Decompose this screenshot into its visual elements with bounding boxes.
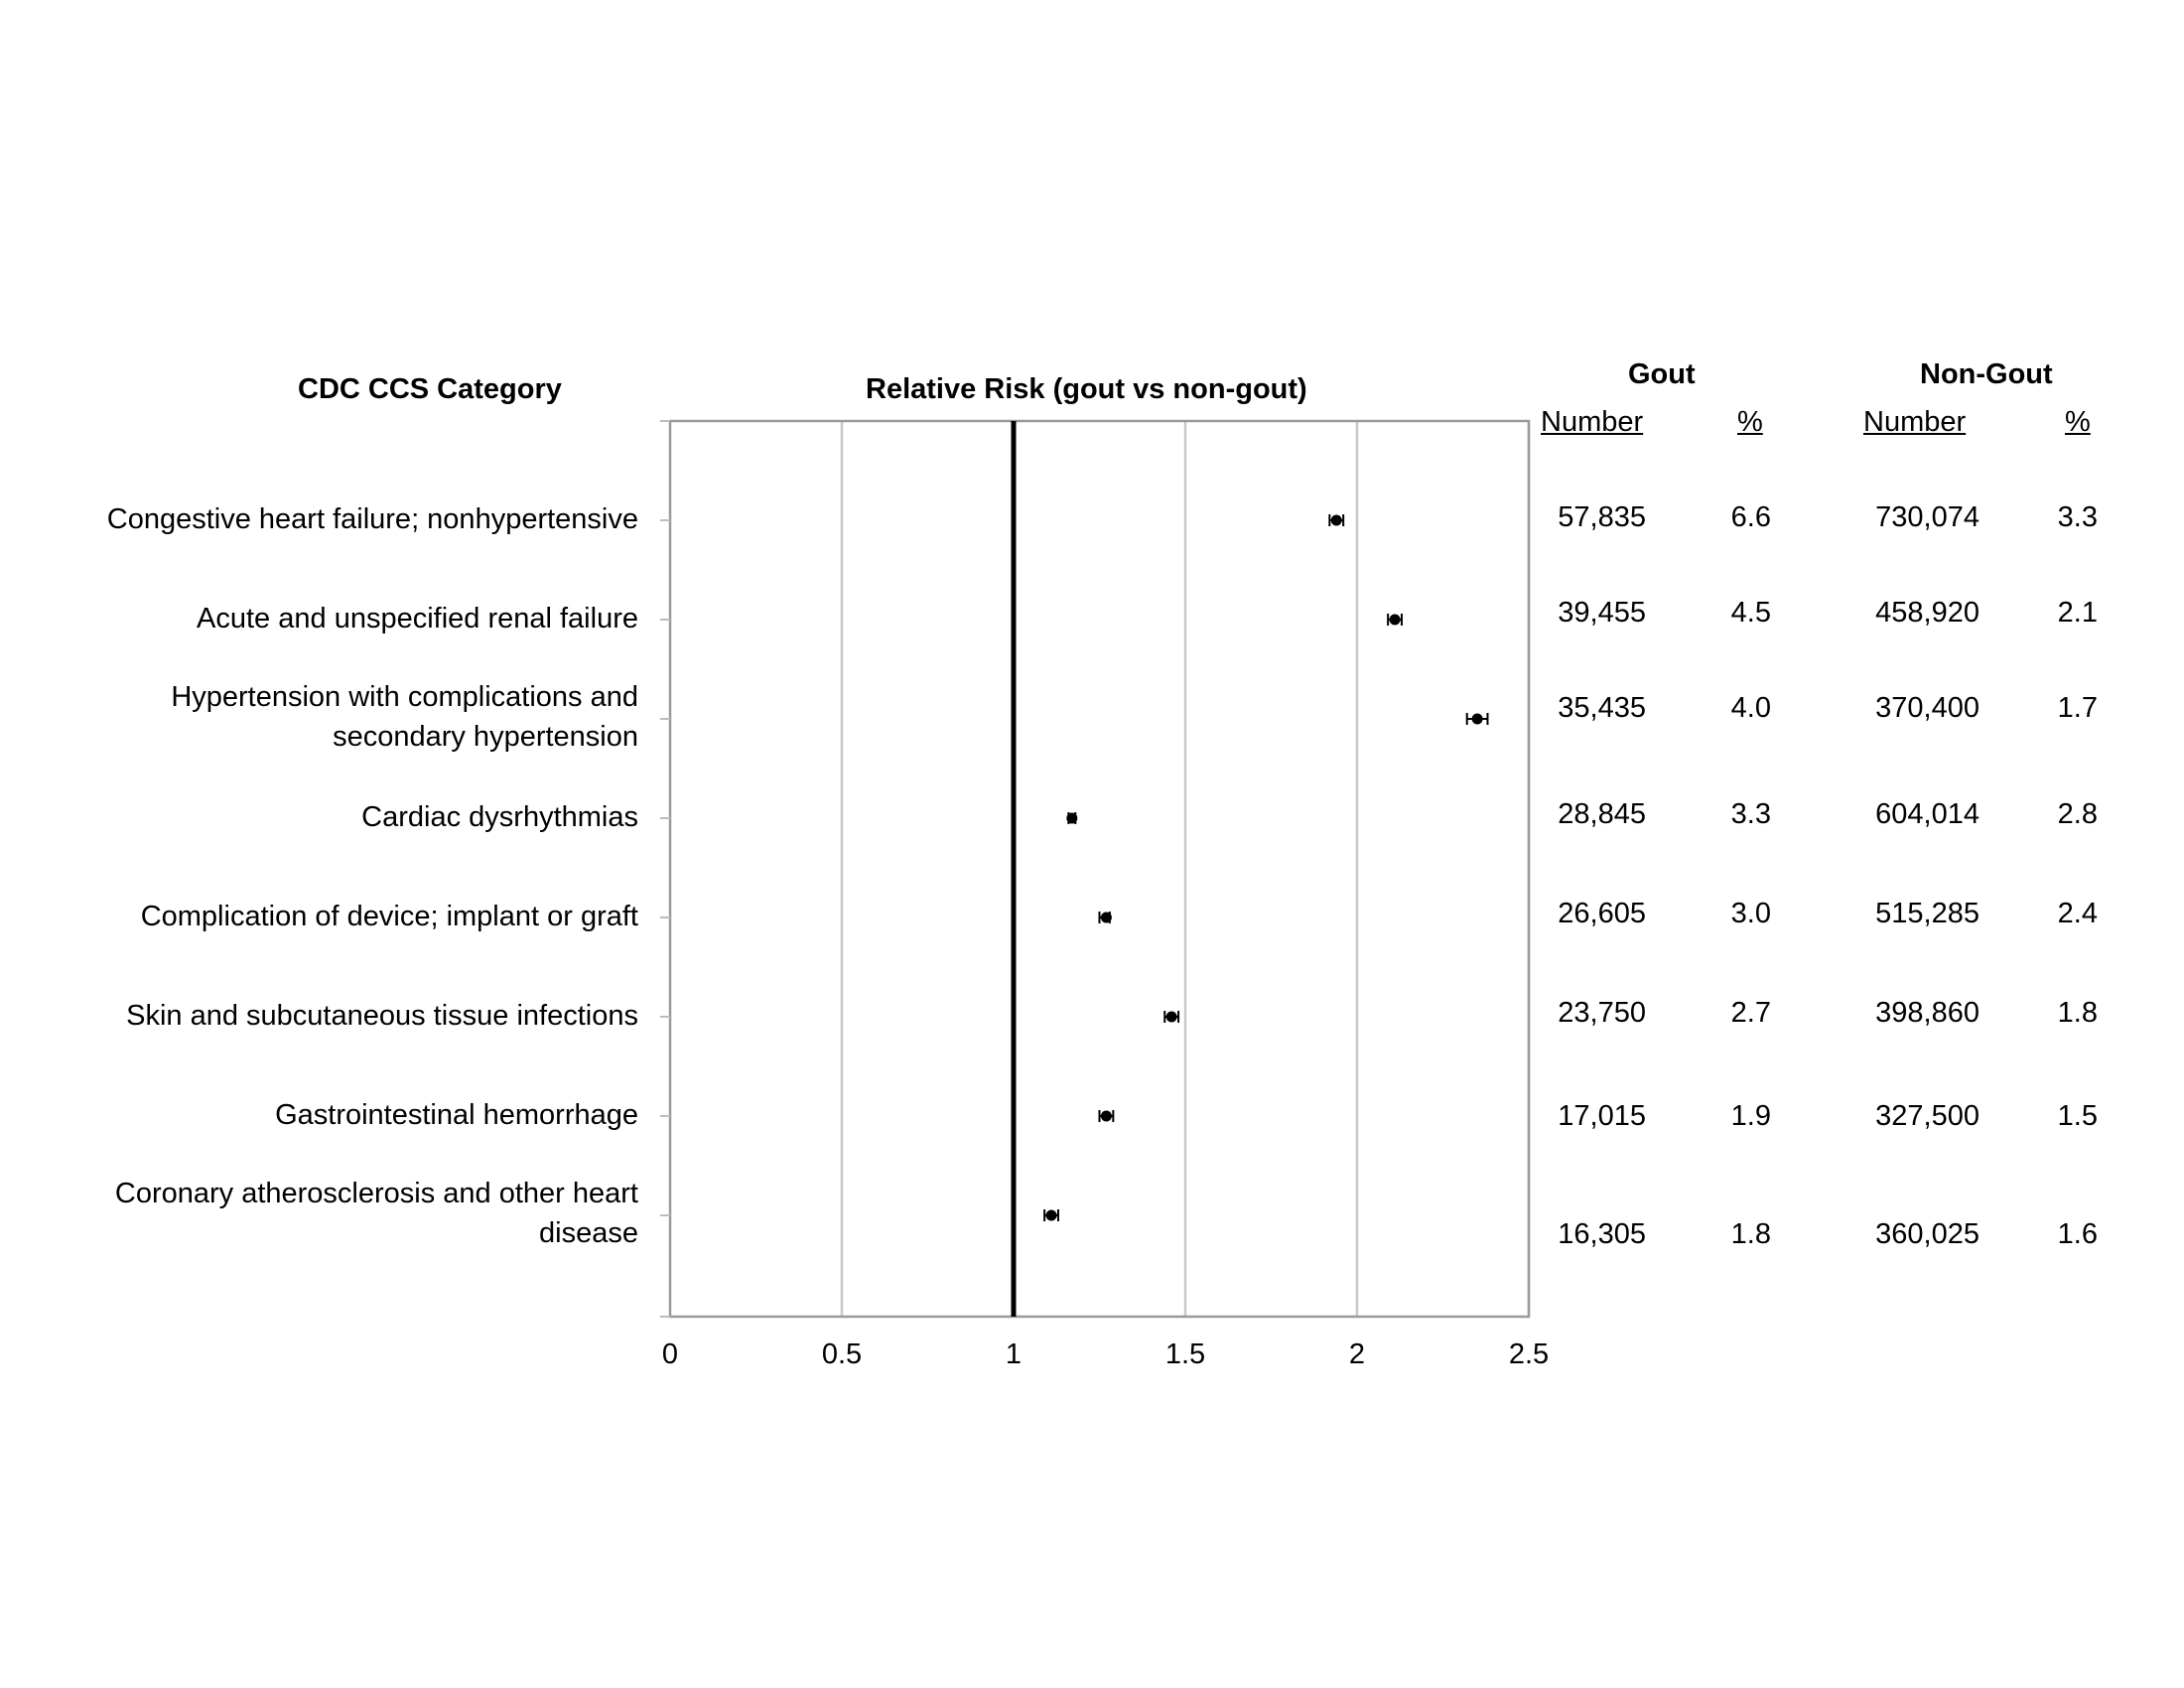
non-gout-number-cell: 515,285 [1875,898,1979,929]
gout-number-cell: 35,435 [1558,692,1646,724]
gout-number-header: Number [1541,406,1644,438]
gout-pct-cell: 4.0 [1730,692,1771,724]
gout-number-cell: 57,835 [1558,501,1646,533]
category-label: Complication of device; implant or graft [140,901,638,932]
gout-number-cell: 39,455 [1558,597,1646,629]
category-header: CDC CCS Category [298,373,562,405]
non-gout-pct-cell: 3.3 [2057,501,2098,533]
category-label: Acute and unspecified renal failure [197,603,638,634]
non-gout-pct-cell: 1.5 [2057,1100,2098,1132]
category-label: Coronary atherosclerosis and other heart disease [114,1178,638,1249]
category-label: Congestive heart failure; nonhypertensive [106,503,638,535]
plot-frame [670,421,1529,1317]
x-tick-label: 1 [1005,1338,1023,1370]
category-label: Gastrointestinal hemorrhage [275,1099,638,1131]
gout-number-cell: 26,605 [1558,898,1646,929]
rr-point [1390,615,1401,626]
x-tick-label: 0 [661,1338,679,1370]
rr-point [1472,714,1483,725]
non-gout-number-cell: 370,400 [1875,692,1979,724]
non-gout-pct-cell: 1.8 [2057,997,2098,1029]
gout-pct-cell: 2.7 [1730,997,1771,1029]
rr-point [1101,1111,1112,1122]
non-gout-pct-cell: 2.4 [2057,898,2098,929]
category-label: Hypertension with complications and secondary hypertension [171,681,638,753]
x-tick-label: 0.5 [821,1338,863,1370]
non-gout-number-header: Number [1863,406,1967,438]
non-gout-pct-cell: 2.8 [2057,798,2098,830]
gout-pct-cell: 4.5 [1730,597,1771,629]
gout-pct-cell: 1.8 [1730,1218,1771,1250]
gout-number-cell: 16,305 [1558,1218,1646,1250]
gout-pct-cell: 3.3 [1730,798,1771,830]
x-tick-label: 1.5 [1164,1338,1206,1370]
non-gout-group-header: Non-Gout [1920,358,2053,390]
gout-pct-cell: 3.0 [1730,898,1771,929]
non-gout-pct-cell: 2.1 [2057,597,2098,629]
gout-number-cell: 28,845 [1558,798,1646,830]
non-gout-number-cell: 360,025 [1875,1218,1979,1250]
non-gout-number-cell: 604,014 [1875,798,1979,830]
rr-point [1166,1012,1177,1023]
gout-number-cell: 17,015 [1558,1100,1646,1132]
gout-group-header: Gout [1628,358,1696,390]
x-tick-label: 2.5 [1508,1338,1550,1370]
rr-point [1046,1210,1057,1221]
non-gout-pct-cell: 1.7 [2057,692,2098,724]
rr-point [1066,813,1077,824]
category-label: Cardiac dysrhythmias [361,801,638,833]
rr-point [1331,515,1342,526]
non-gout-pct-header: % [2065,406,2091,438]
gout-pct-header: % [1737,406,1763,438]
gout-number-cell: 23,750 [1558,997,1646,1029]
non-gout-number-cell: 730,074 [1875,501,1979,533]
gout-pct-cell: 6.6 [1730,501,1771,533]
non-gout-pct-cell: 1.6 [2057,1218,2098,1250]
rr-point [1101,913,1112,923]
x-tick-label: 2 [1348,1338,1366,1370]
category-label: Skin and subcutaneous tissue infections [126,1000,638,1032]
chart-title: Relative Risk (gout vs non-gout) [866,373,1307,405]
non-gout-number-cell: 327,500 [1875,1100,1979,1132]
non-gout-number-cell: 398,860 [1875,997,1979,1029]
gout-pct-cell: 1.9 [1730,1100,1771,1132]
non-gout-number-cell: 458,920 [1875,597,1979,629]
